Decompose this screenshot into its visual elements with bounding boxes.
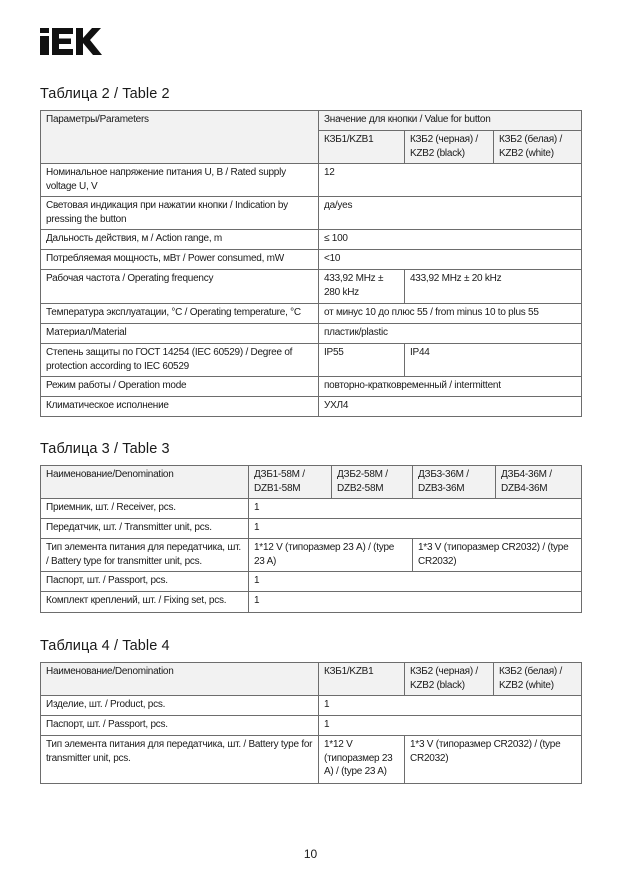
- table2-header-kzb2-black: КЗБ2 (черная) / KZB2 (black): [405, 131, 494, 164]
- table4-row-label: Тип элемента питания для передатчика, шт. / Battery type for transmitter unit, pcs.: [41, 736, 319, 784]
- table4: [40, 662, 582, 784]
- iek-logo: [40, 28, 102, 55]
- table2-row-value: IP55: [319, 344, 405, 377]
- table3-row-label: Передатчик, шт. / Transmitter unit, pcs.: [41, 519, 249, 539]
- table3-header-dzb4: ДЗБ4-36М / DZB4-36M: [496, 466, 582, 499]
- table4-row-value: 1: [319, 696, 582, 716]
- table2-header-kzb2-white: КЗБ2 (белая) / KZB2 (white): [494, 131, 582, 164]
- table2-row-value: <10: [319, 250, 582, 270]
- table4-header-denomination: Наименование/Denomination: [41, 663, 319, 696]
- table2-row-value: 433,92 MHz ± 280 kHz: [319, 270, 405, 304]
- table2-row-label: Дальность действия, м / Action range, m: [41, 230, 319, 250]
- table3-row-value: 1: [249, 499, 582, 519]
- table3-row-label: Приемник, шт. / Receiver, pcs.: [41, 499, 249, 519]
- table2-row-label: Режим работы / Operation mode: [41, 377, 319, 397]
- table3-row-value: 1: [249, 592, 582, 613]
- table3-caption: Таблица 3 / Table 3: [40, 441, 170, 457]
- table2-row-value: 12: [319, 164, 582, 197]
- table2-row-label: Рабочая частота / Operating frequency: [41, 270, 319, 304]
- table4-header-kzb1: КЗБ1/KZB1: [319, 663, 405, 696]
- table2-row-value: IP44: [405, 344, 582, 377]
- table4-row-value: 1*12 V (типоразмер 23 А) / (type 23 A): [319, 736, 405, 784]
- table2-header-parameters: Параметры/Parameters: [41, 111, 319, 164]
- table3-row-value: 1*3 V (типоразмер CR2032) / (type CR2032): [413, 539, 582, 572]
- table2-row-label: Степень защиты по ГОСТ 14254 (IEC 60529) / Degree of protection according to IEC 60529: [41, 344, 319, 377]
- table3-row-label: Комплект креплений, шт. / Fixing set, pcs.: [41, 592, 249, 613]
- table3-header-dzb3: ДЗБ3-36М / DZB3-36M: [413, 466, 496, 499]
- table2-row-label: Материал/Material: [41, 324, 319, 344]
- table2-caption: Таблица 2 / Table 2: [40, 86, 170, 102]
- table2-header-value: Значение для кнопки / Value for button: [319, 111, 582, 131]
- table3-header-dzb2: ДЗБ2-58М / DZB2-58M: [332, 466, 413, 499]
- table3-header-denomination: Наименование/Denomination: [41, 466, 249, 499]
- table2: [40, 110, 582, 417]
- table3-row-value: 1: [249, 519, 582, 539]
- table2-row-value: да/yes: [319, 197, 582, 230]
- table4-row-value: 1*3 V (типоразмер CR2032) / (type CR2032): [405, 736, 582, 784]
- table2-row-label: Температура эксплуатации, °С / Operating temperature, °С: [41, 304, 319, 324]
- table3-row-label: Тип элемента питания для передатчика, шт. / Battery type for transmitter unit, pcs.: [41, 539, 249, 572]
- table4-row-label: Изделие, шт. / Product, pcs.: [41, 696, 319, 716]
- table3-row-value: 1: [249, 572, 582, 592]
- table4-header-kzb2-black: КЗБ2 (черная) / KZB2 (black): [405, 663, 494, 696]
- table2-row-value: пластик/plastic: [319, 324, 582, 344]
- table3-header-dzb1: ДЗБ1-58М / DZB1-58M: [249, 466, 332, 499]
- table2-row-label: Световая индикация при нажатии кнопки / Indication by pressing the button: [41, 197, 319, 230]
- table2-row-label: Климатическое исполнение: [41, 397, 319, 417]
- table3: [40, 465, 582, 613]
- table4-row-value: 1: [319, 716, 582, 736]
- table4-header-kzb2-white: КЗБ2 (белая) / KZB2 (white): [494, 663, 582, 696]
- table2-row-label: Потребляемая мощность, мВт / Power consumed, mW: [41, 250, 319, 270]
- table3-row-label: Паспорт, шт. / Passport, pcs.: [41, 572, 249, 592]
- table2-row-value: ≤ 100: [319, 230, 582, 250]
- table2-row-value: повторно-кратковременный / intermittent: [319, 377, 582, 397]
- table4-row-label: Паспорт, шт. / Passport, pcs.: [41, 716, 319, 736]
- table2-row-value: 433,92 MHz ± 20 kHz: [405, 270, 582, 304]
- table2-row-value: УХЛ4: [319, 397, 582, 417]
- table3-row-value: 1*12 V (типоразмер 23 А) / (type 23 A): [249, 539, 413, 572]
- table4-caption: Таблица 4 / Table 4: [40, 638, 170, 654]
- table2-row-value: от минус 10 до плюс 55 / from minus 10 to plus 55: [319, 304, 582, 324]
- page-number: 10: [303, 847, 318, 861]
- table2-row-label: Номинальное напряжение питания U, В / Rated supply voltage U, V: [41, 164, 319, 197]
- table2-header-kzb1: КЗБ1/KZB1: [319, 131, 405, 164]
